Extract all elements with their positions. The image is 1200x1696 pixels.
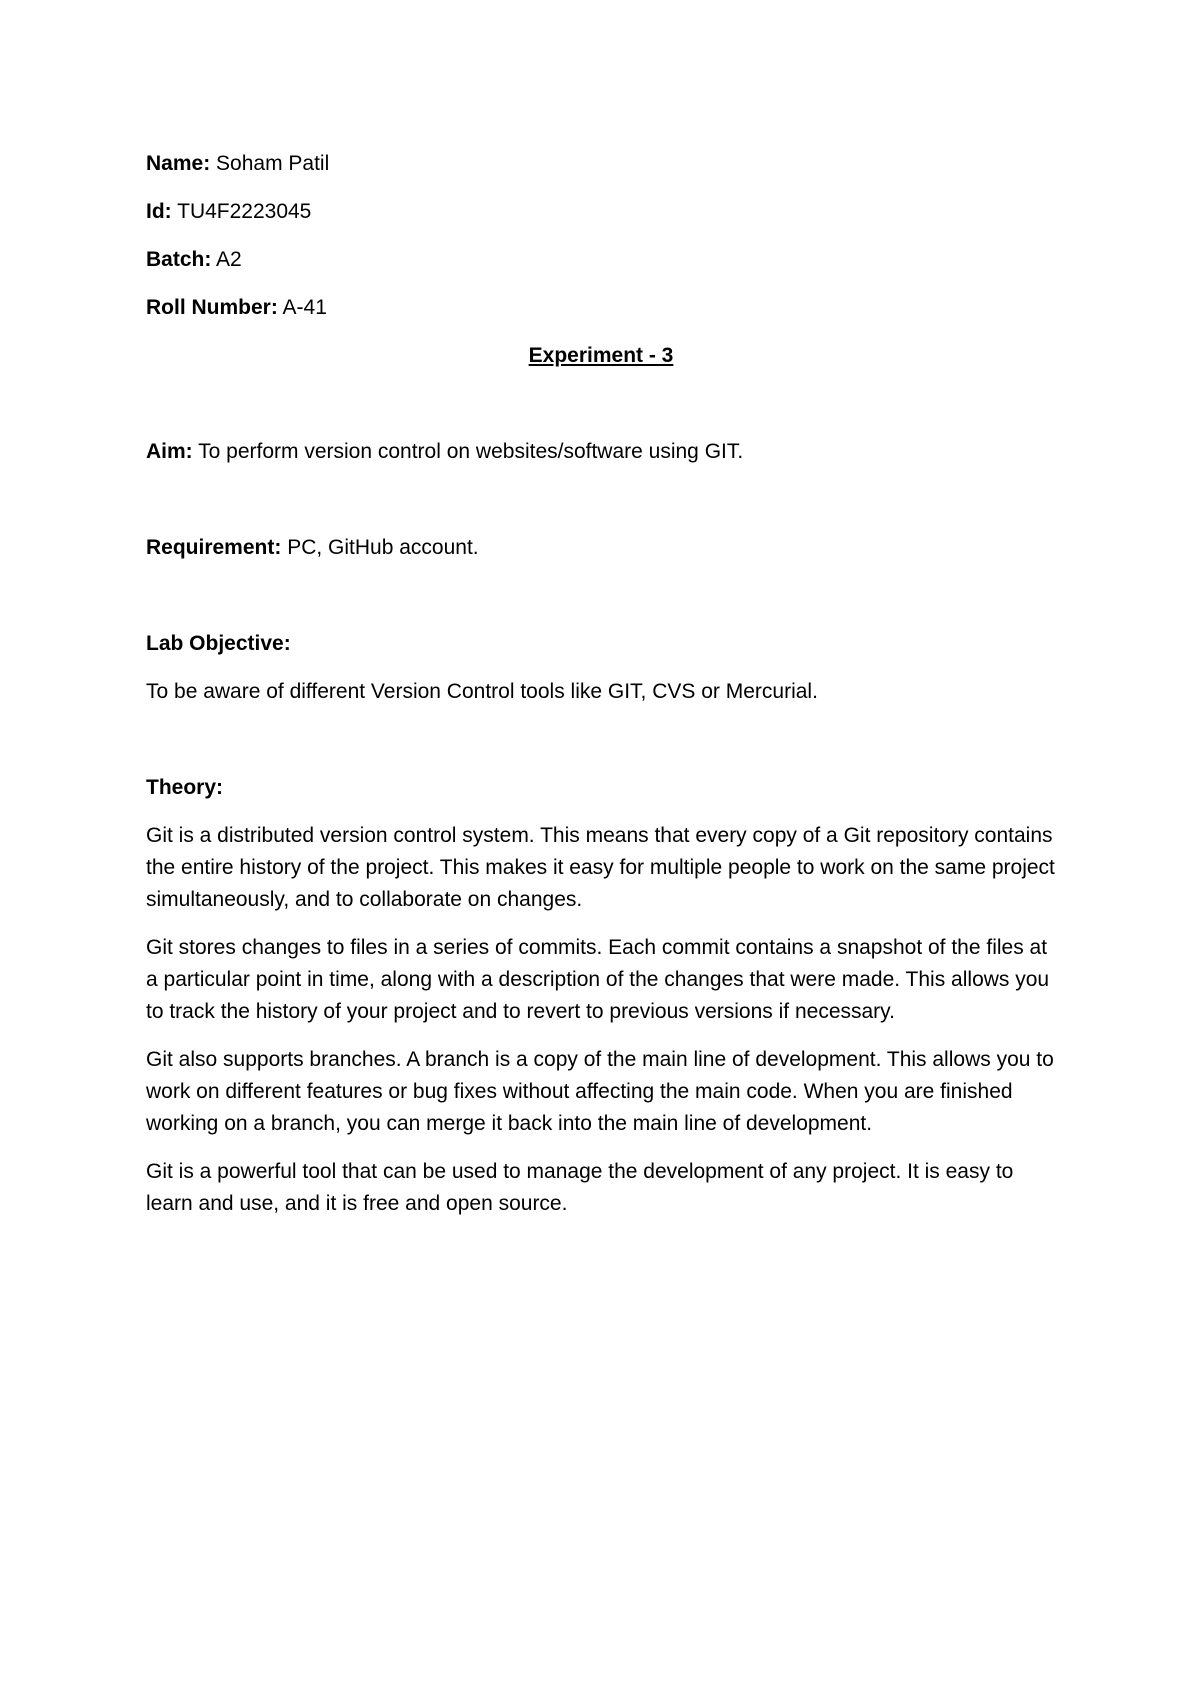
lab-objective-text: To be aware of different Version Control tools like GIT, CVS or Mercurial. [146,680,818,703]
theory-section [146,820,1056,1220]
name-value: Soham Patil [210,152,330,175]
aim-label: Aim: [146,440,193,463]
aim-text: To perform version control on websites/software using GIT. [192,440,744,463]
batch-field [146,244,1056,276]
theory-paragraph: Git also supports branches. A branch is a copy of the main line of development. This allows you to work on different features or bug fixes without affecting the main code. When you are finished working on a branch, you can merge it back into the main line of development. [146,1048,1054,1135]
page-title: Experiment - 3 [528,344,674,367]
aim-section [146,436,1056,468]
document-body [146,148,1056,1236]
roll-number-label: Roll Number: [146,296,278,319]
roll-number-value: A-41 [277,296,327,319]
lab-objective-heading: Lab Objective: [146,632,291,655]
theory-heading: Theory: [146,776,224,799]
batch-value: A2 [211,248,242,271]
id-value: TU4F2223045 [171,200,312,223]
id-field [146,196,1056,228]
batch-label: Batch: [146,248,212,271]
id-label: Id: [146,200,172,223]
requirement-text: PC, GitHub account. [281,536,479,559]
name-label: Name: [146,152,211,175]
theory-paragraph: Git stores changes to files in a series of commits. Each commit contains a snapshot of the files at a particular point in time, along with a description of the changes that were made. This allows you to track the history of your project and to revert to previous versions if necessary. [146,936,1050,1023]
theory-paragraph: Git is a powerful tool that can be used to manage the development of any project. It is easy to learn and use, and it is free and open source. [146,1160,1014,1215]
theory-paragraph: Git is a distributed version control system. This means that every copy of a Git repository contains the entire history of the project. This makes it easy for multiple people to work on the same project simultaneously, and to collaborate on changes. [146,824,1055,911]
name-field [146,148,1056,180]
requirement-section [146,532,1056,564]
roll-number-field [146,292,1056,324]
requirement-label: Requirement: [146,536,282,559]
